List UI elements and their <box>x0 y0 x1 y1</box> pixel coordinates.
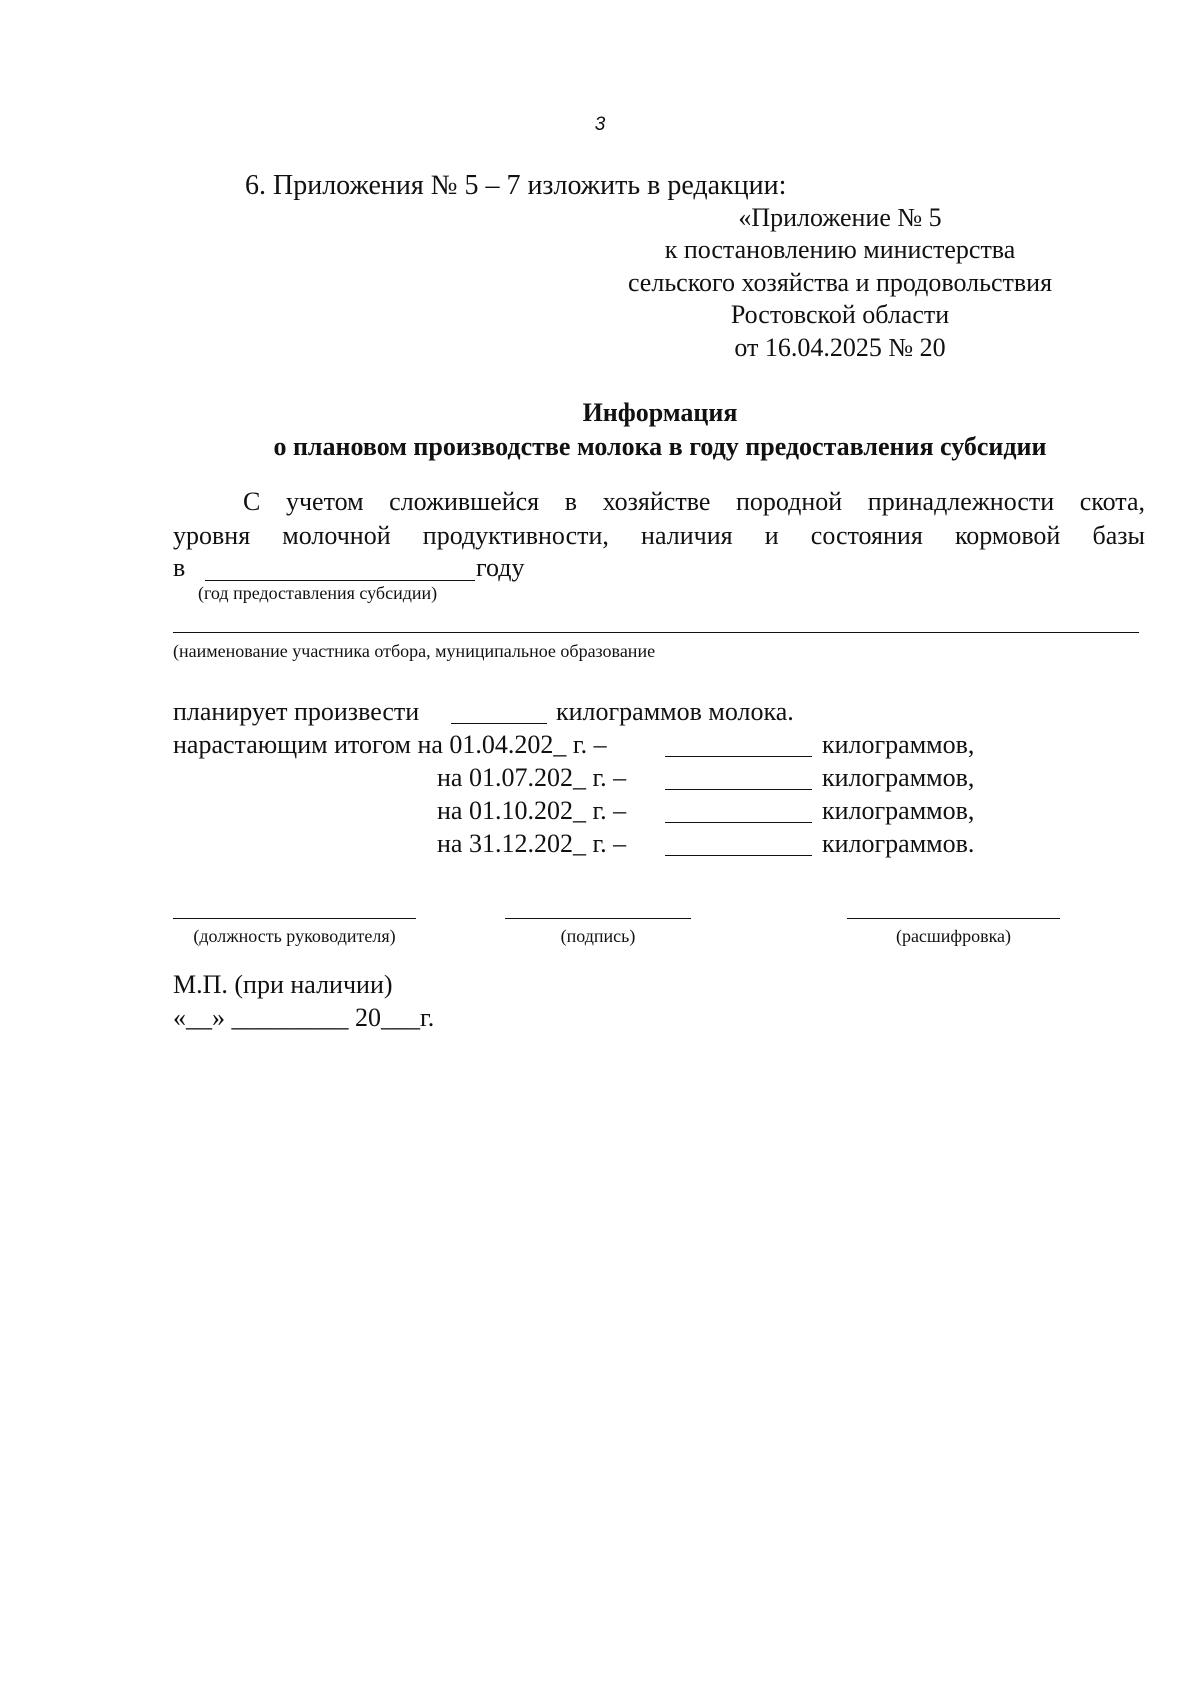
body-line-2: уровня молочной продуктивности, наличия и состояния кормовой базы <box>173 521 1145 550</box>
stamp-note: М.П. (при наличии) <box>173 970 393 999</box>
plan-q4-blank <box>665 855 812 856</box>
plan-line-1-suffix: килограммов молока. <box>556 697 794 726</box>
attachment-header-line-1: «Приложение № 5 <box>738 203 942 232</box>
plan-q3-blank <box>665 822 812 823</box>
position-blank-line <box>173 918 416 919</box>
signature-blank-line <box>505 918 691 919</box>
plan-line-2-suffix: килограммов, <box>822 730 975 759</box>
body-line-3-suffix: году <box>476 553 525 582</box>
plan-line-3-prefix: на 01.07.202_ г. – <box>437 763 627 792</box>
page-number: 3 <box>594 114 606 135</box>
plan-line-4-prefix: на 01.10.202_ г. – <box>437 796 627 825</box>
plan-line-5-suffix: килограммов. <box>822 829 975 858</box>
attachment-header-line-5: от 16.04.2025 № 20 <box>734 333 946 362</box>
plan-line-4-suffix: килограммов, <box>822 796 975 825</box>
body-line-3-prefix: в <box>173 553 186 582</box>
year-caption: (год предоставления субсидии) <box>198 583 438 603</box>
amendment-item: 6. Приложения № 5 – 7 изложить в редакции: <box>245 170 787 201</box>
body-line-1: С учетом сложившейся в хозяйстве породной принадлежности скота, <box>243 487 1145 516</box>
attachment-header-line-3: сельского хозяйства и продовольствия <box>627 268 1053 297</box>
decoding-blank-line <box>847 918 1060 919</box>
participant-blank-line <box>173 632 1139 633</box>
document-subtitle: о плановом производстве молока в году предоставления субсидии <box>273 432 1047 461</box>
attachment-header-line-2: к постановлению министерства <box>664 235 1016 264</box>
date-line: «__» _________ 20___г. <box>173 1003 435 1032</box>
signature-caption: (подпись) <box>560 926 636 946</box>
attachment-header-line-4: Ростовской области <box>730 300 950 329</box>
participant-caption: (наименование участника отбора, муниципальное образование <box>173 641 656 661</box>
position-caption: (должность руководителя) <box>193 926 396 946</box>
plan-line-5-prefix: на 31.12.202_ г. – <box>437 829 627 858</box>
year-blank-line <box>205 580 475 581</box>
plan-line-2-prefix: нарастающим итогом на 01.04.202_ г. – <box>173 730 607 759</box>
document-title: Информация <box>582 398 738 427</box>
decoding-caption: (расшифровка) <box>895 926 1012 946</box>
plan-q1-blank <box>665 756 812 757</box>
plan-q2-blank <box>665 789 812 790</box>
plan-line-1-prefix: планирует произвести <box>173 697 420 726</box>
plan-total-blank <box>451 723 547 724</box>
plan-line-3-suffix: килограммов, <box>822 763 975 792</box>
